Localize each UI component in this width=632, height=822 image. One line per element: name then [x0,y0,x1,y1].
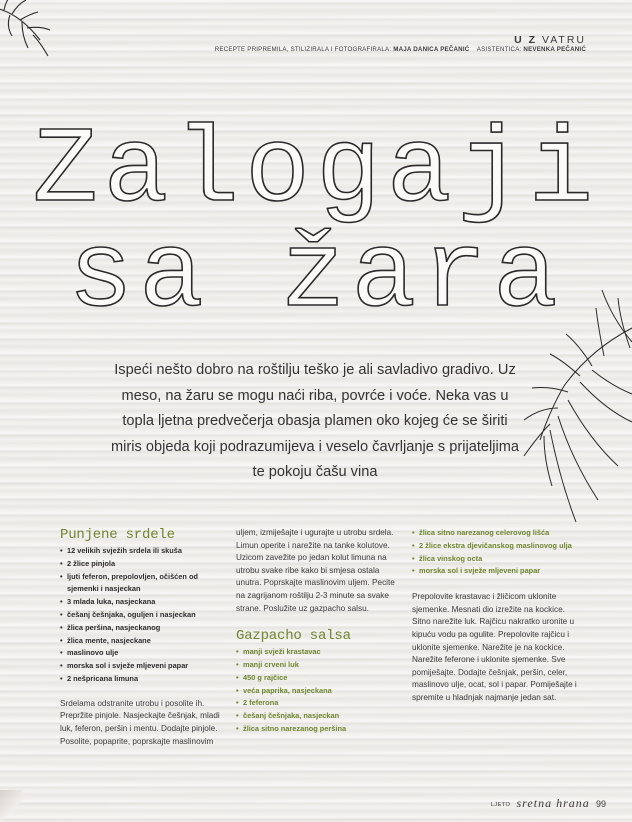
list-item: • manji svježi krastavac [236,646,398,659]
list-item: • žlica sitno narezanog peršina [236,723,398,736]
column-2 [236,527,398,736]
list-item: • veća paprika, nasjeckana [236,685,398,698]
method-text-srdele-2: uljem, izmiješajte i ugurajte u utrobu srdela. Limun operite i narežite na tanke kolutove. Uzicom zavežite po jedan kolut limuna na utrobu svake ribe kako bi smjesa ostala unutra. Poprskajte maslinovim uljem. Pecite na zagrijanom roštilju 2-3 minute sa svake strane. Poslužite uz gazpacho salsu. [236,528,395,613]
column-1 [60,527,222,748]
ingredient-list-gazpacho-a [236,646,398,736]
issue-label: LJETO [490,802,511,808]
list-item: • češanj češnjaka, oguljen i nasjeckan [60,609,222,622]
credits-label-2: ASISTENTICA: [476,46,522,53]
list-item: • žlica peršina, nasjeckanog [60,622,222,635]
method-text-srdele-1: Srdelama odstranite utrobu i posolite ih. Prepržite pinjole. Nasjeckajte češnjak, mladi luk, feferon, peršin i mentu. Dodajte pinjole. Posolite, popaprite, poprskajte maslinovim [60,698,220,746]
recipe-title-gazpacho-salsa: Gazpacho salsa [236,628,351,645]
list-item: • žlica mente, nasjeckane [60,635,222,648]
list-item: • žlica vinskog octa [412,553,582,566]
list-item: • 2 feferona [236,697,398,710]
page-title-line-1: Zalogaji [32,111,600,233]
list-item: • češanj češnjaka, nasjeckan [236,710,398,723]
list-item: • 12 velikih svježih srdela ili skuša [60,545,222,558]
list-item: • ljuti feferon, prepolovljen, očišćen od sjemenki i nasjeckan [60,571,222,597]
credits-line [215,46,586,53]
list-item: • žlica sitno narezanog celerovog lišća [412,527,582,540]
credits-name-1: MAJA DANICA PEČANIĆ [393,46,470,53]
ingredient-list-srdele [60,545,222,686]
list-item: • manji crveni luk [236,659,398,672]
list-item: • 450 g rajčice [236,672,398,685]
leaf-sprig-top-left-icon [0,0,70,70]
column-3 [412,527,582,705]
list-item: • maslinovo ulje [60,647,222,660]
method-text-gazpacho: Prepolovite krastavac i žličicom uklonite sjemenke. Mesnati dio izrežite na kockice. Sitno narežite luk. Rajčicu nakratko uronite u kipuću vodu pa ogulite. Prepolovite rajčicu i uklonite sjemenke. Narežite je na kockice. Narežite feferone i uklonite sjemenke. Sve pomiješajte. Dodajte češnjak, peršin, celer, maslinovo ulje, ocat, sol i papar. Pomiješajte i spremite u hladnjak najmanje jedan sat. [412,592,577,702]
page-title-line-2: sa žara [68,216,564,338]
rubric-bold: U Z [514,34,538,46]
list-item: • 3 mlada luka, nasjeckana [60,596,222,609]
page-number: 99 [595,799,606,809]
list-item: • morska sol i svježe mljeveni papar [60,660,222,673]
list-item: • 2 žlice ekstra djevičanskog maslinovog ulja [412,540,582,553]
list-item: • morska sol i svježe mljeveni papar [412,565,582,578]
section-rubric [514,34,586,46]
list-item: • 2 nešpricana limuna [60,673,222,686]
intro-paragraph: Ispeći nešto dobro na roštilju teško je ali savladivo gradivo. Uz meso, na žaru se mogu naći riba, povrće i voće. Neka vas u topla ljetna predvečerja obasja plamen oko kojeg će se širiti miris objeda koji podrazumijeva i veselo čavrljanje s prijateljima te pokoju čašu vina [111,362,519,481]
recipe-title-punjene-srdele: Punjene srdele [60,527,175,543]
rubric-rest: VATRU [541,34,586,46]
ingredient-list-gazpacho-b [412,527,582,578]
page-footer [491,796,606,811]
credits-name-2: NEVENKA PEČANIĆ [523,46,586,53]
page-curl-decoration [0,790,22,822]
list-item: • 2 žlice pinjola [60,558,222,571]
credits-label-1: RECEPTE PRIPREMILA, STILIZIRALA I FOTOGRAFIRALA: [214,46,392,53]
magazine-name: sretna hrana [516,796,590,810]
